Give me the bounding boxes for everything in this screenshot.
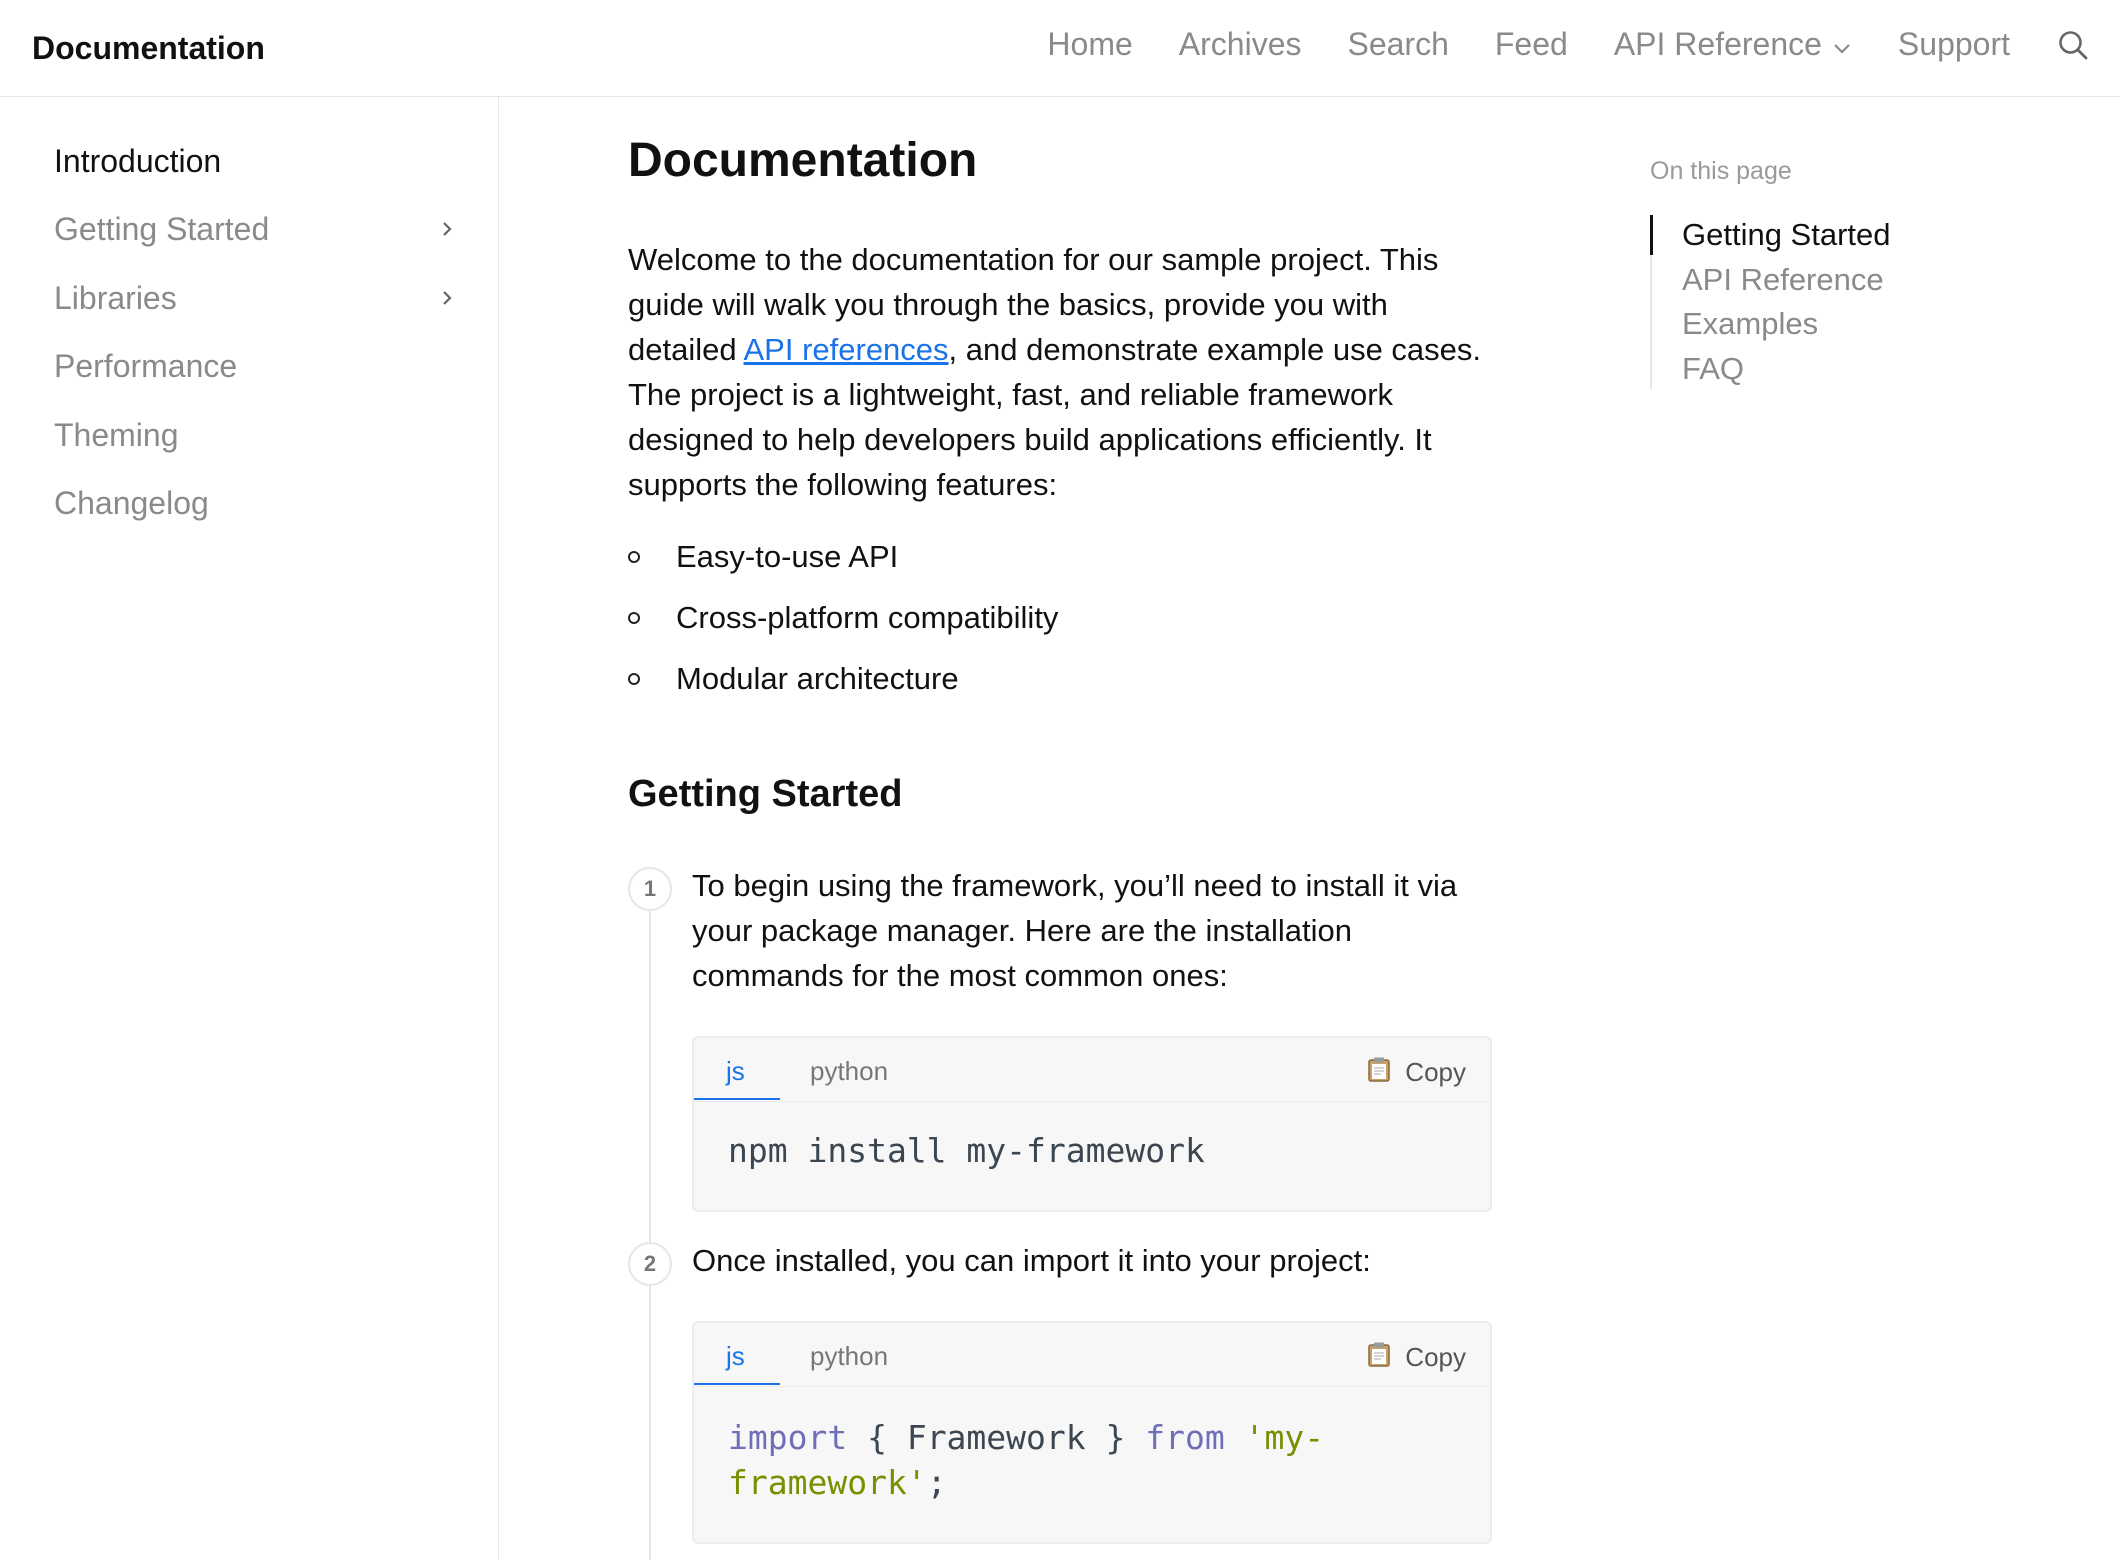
steps-connector-line	[649, 887, 651, 1560]
feature-label: Modular architecture	[676, 661, 959, 696]
copy-label: Copy	[1405, 1057, 1466, 1087]
code-string: 'my-	[1224, 1418, 1325, 1457]
copy-label: Copy	[1405, 1342, 1466, 1372]
step-text: Once installed, you can import it into your project:	[692, 1243, 1371, 1278]
code-tabs	[694, 1038, 1490, 1102]
sidebar-item-introduction[interactable]	[54, 143, 454, 180]
top-navigation-bar	[0, 0, 2120, 97]
search-icon[interactable]	[2056, 28, 2090, 62]
code-keyword: from	[1145, 1418, 1225, 1457]
copy-button[interactable]	[1367, 1056, 1466, 1089]
sidebar-item-label: Libraries	[54, 280, 177, 316]
code-tab-python[interactable]: python	[810, 1056, 889, 1086]
code-tab-js[interactable]: js	[726, 1341, 745, 1371]
nav-api-reference-dropdown[interactable]	[1614, 26, 1852, 63]
list-item	[628, 596, 1490, 657]
bullet-circle-icon	[628, 673, 640, 685]
toc-active-indicator	[1650, 215, 1653, 255]
site-brand[interactable]: Documentation	[32, 30, 265, 66]
step-text: To begin using the framework, you’ll need to install it via your package manager. Here are the installation commands for the most common ones:	[692, 868, 1458, 993]
clipboard-icon	[1367, 1056, 1391, 1089]
chevron-right-icon[interactable]	[440, 211, 454, 248]
sidebar-item-getting-started[interactable]	[54, 211, 454, 248]
code-plain: { Framework }	[847, 1418, 1146, 1457]
chevron-down-icon	[1832, 26, 1852, 63]
feature-list	[628, 535, 1490, 718]
code-tab-js[interactable]: js	[726, 1056, 745, 1086]
bullet-circle-icon	[628, 551, 640, 563]
toc-item-api-reference[interactable]: API Reference	[1682, 262, 1884, 297]
api-references-link[interactable]: API references	[743, 332, 949, 367]
nav-api-reference-label: API Reference	[1613, 26, 1822, 62]
sidebar-item-theming[interactable]	[54, 417, 454, 454]
sidebar-item-label: Performance	[54, 348, 238, 384]
sidebar-item-performance[interactable]	[54, 348, 454, 385]
nav-archives[interactable]: Archives	[1178, 26, 1302, 62]
code-tab-python[interactable]: python	[810, 1341, 889, 1371]
nav-home[interactable]: Home	[1047, 26, 1133, 62]
nav-search[interactable]: Search	[1347, 26, 1449, 62]
sidebar-item-label: Getting Started	[54, 211, 270, 247]
toc-item-getting-started[interactable]: Getting Started	[1682, 217, 1891, 252]
feature-label: Easy-to-use API	[676, 539, 899, 574]
chevron-right-icon[interactable]	[440, 280, 454, 317]
code-content	[728, 1415, 1324, 1505]
bullet-circle-icon	[628, 612, 640, 624]
step-number-badge: 2	[628, 1242, 672, 1286]
nav-support[interactable]: Support	[1897, 26, 2010, 62]
code-plain: ;	[926, 1463, 947, 1502]
step-number-badge: 1	[628, 867, 672, 911]
nav-feed[interactable]: Feed	[1494, 26, 1568, 62]
intro-paragraph	[628, 237, 1490, 507]
page-title: Documentation	[628, 134, 978, 187]
intro-text-start: Welcome to the documentation for our sample project. This guide will walk you through the basics, provide you with detailed	[628, 242, 1439, 367]
copy-button[interactable]	[1367, 1341, 1466, 1374]
code-content: npm install my-framework	[728, 1131, 1205, 1170]
active-tab-indicator	[694, 1383, 780, 1385]
main-nav	[1001, 26, 2090, 63]
clipboard-icon	[1367, 1341, 1391, 1374]
toc-item-faq[interactable]: FAQ	[1682, 351, 1745, 386]
code-keyword: import	[728, 1418, 848, 1457]
sidebar-item-libraries[interactable]	[54, 280, 454, 317]
code-block-import	[692, 1321, 1492, 1544]
toc-item-examples[interactable]: Examples	[1682, 306, 1819, 341]
list-item	[628, 657, 1490, 718]
sidebar-item-changelog[interactable]	[54, 485, 454, 522]
code-block-install	[692, 1036, 1492, 1212]
active-tab-indicator	[694, 1098, 780, 1100]
sidebar-item-label: Introduction	[54, 143, 222, 179]
section-heading-getting-started: Getting Started	[628, 773, 903, 815]
feature-label: Cross-platform compatibility	[676, 600, 1059, 635]
sidebar-item-label: Changelog	[54, 485, 209, 521]
sidebar	[0, 97, 499, 1560]
code-tabs	[694, 1323, 1490, 1387]
code-string: framework'	[728, 1463, 927, 1502]
toc-title: On this page	[1650, 157, 1792, 185]
sidebar-item-label: Theming	[54, 417, 179, 453]
intro-text-end: , and demonstrate example use cases. The project is a lightweight, fast, and reliable framework designed to help developers build applications efficiently. It supports the following features:	[628, 332, 1482, 502]
list-item	[628, 535, 1490, 596]
